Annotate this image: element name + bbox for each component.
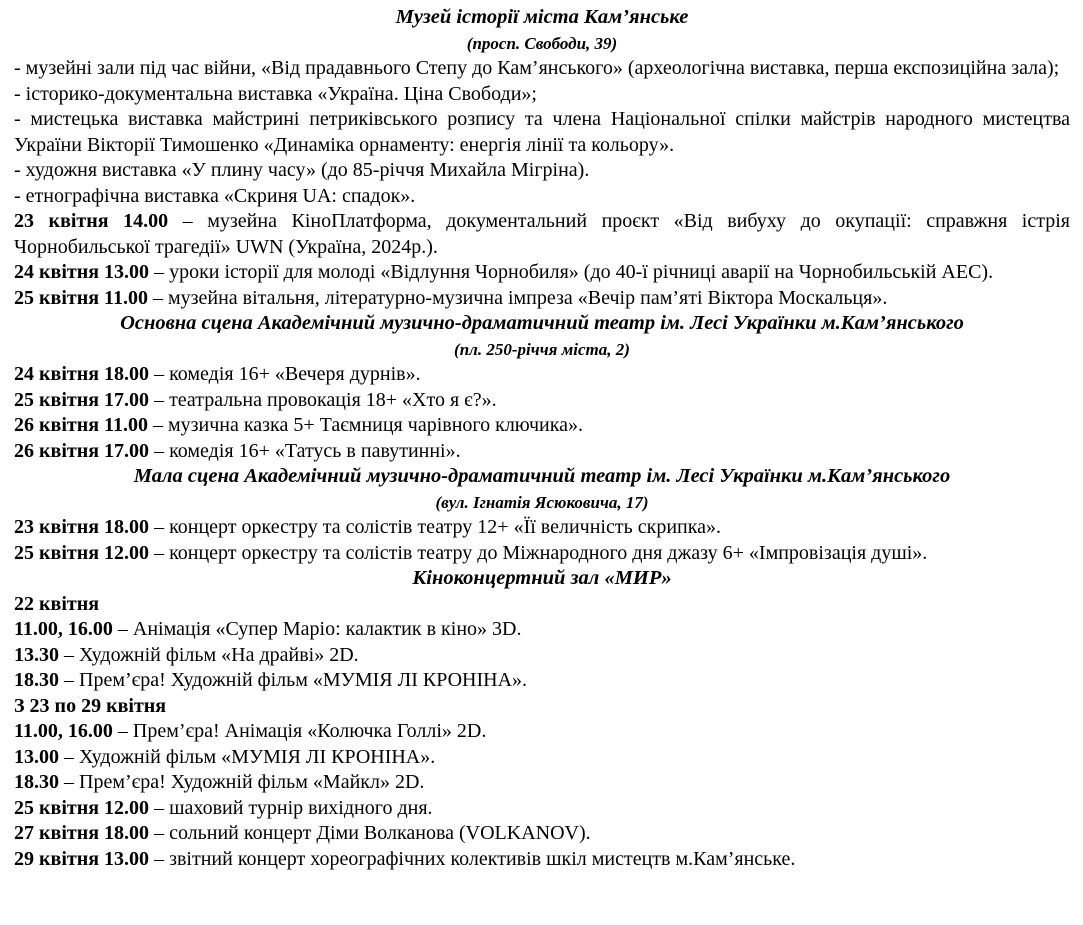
event-description: – комедія 16+ «Татусь в павутинні». [149, 439, 461, 462]
event-datetime: 24 квітня 13.00 [14, 261, 150, 283]
event-description: – звітний концерт хореографічних колективів шкіл мистецтв м.Кам’янське. [149, 847, 796, 870]
event-description: – Прем’єра! Художній фільм «Майкл» 2D. [59, 771, 425, 793]
event-datetime: 25 квітня 11.00 [14, 286, 148, 309]
event-datetime: 27 квітня 18.00 [14, 822, 150, 844]
date-heading: З 23 по 29 квітня [14, 694, 167, 717]
event-line [14, 439, 1070, 465]
venue-heading: Мала сцена Академічний музично-драматичний театр ім. Лесі Українки м.Кам’янського [133, 465, 951, 487]
venue-address: (пл. 250-річчя міста, 2) [454, 339, 630, 359]
event-line [14, 413, 1070, 439]
venue-heading: Основна сцена Академічний музично-драматичний театр ім. Лесі Українки м.Кам’янського [120, 312, 964, 334]
event-datetime: 11.00, 16.00 [14, 618, 113, 640]
event-description: – Прем’єра! Художній фільм «МУМІЯ ЛІ КРОНІНА». [59, 669, 528, 691]
event-description: – уроки історії для молоді «Відлуння Чорнобиля» (до 40-ї річниці аварії на Чорнобильській АЕС). [149, 261, 994, 283]
event-description: – концерт оркестру та солістів театру до Міжнародного дня джазу 6+ «Імпровізація душі». [149, 541, 928, 564]
event-datetime: 26 квітня 11.00 [14, 414, 148, 436]
event-datetime: 13.00 [14, 745, 59, 768]
event-datetime: 25 квітня 17.00 [14, 388, 150, 411]
event-datetime: 23 квітня 18.00 [14, 516, 150, 538]
event-datetime: 26 квітня 17.00 [14, 439, 150, 462]
event-line [14, 821, 1070, 847]
event-description: – сольний концерт Діми Волканова (VOLKANOV). [149, 822, 591, 844]
event-description: – концерт оркестру та солістів театру 12+ «Її величність скрипка». [149, 516, 722, 538]
venue-heading: Кіноконцертний зал «МИР» [412, 567, 672, 589]
event-description: – шаховий турнір вихідного дня. [149, 796, 433, 819]
venue-heading: Музей історії міста Кам’янське [395, 6, 689, 28]
event-description: – комедія 16+ «Вечеря дурнів». [149, 363, 421, 385]
event-datetime: 25 квітня 12.00 [14, 796, 150, 819]
event-datetime: 29 квітня 13.00 [14, 847, 150, 870]
event-line [14, 541, 1070, 567]
event-line [14, 668, 1070, 694]
event-datetime: 25 квітня 12.00 [14, 541, 150, 564]
event-description: – музейна КіноПлатформа, документальний проєкт «Від вибуху до окупації: справжня істрія Чорнобильської трагедії» UWN (Україна, 2024р.). [14, 210, 1070, 258]
event-line [14, 209, 1070, 260]
exhibit-item: - історико-документальна виставка «Україна. Ціна Свободи»; [14, 82, 537, 105]
event-line [14, 515, 1070, 541]
event-description: – Анімація «Супер Маріо: калактик в кіно» 3D. [112, 618, 522, 640]
event-line [14, 617, 1070, 643]
exhibit-item: - художня виставка «У плину часу» (до 85-річчя Михайла Мігріна). [14, 159, 590, 181]
event-datetime: 18.30 [14, 669, 59, 691]
event-line [14, 719, 1070, 745]
venue-address: (просп. Свободи, 39) [466, 33, 618, 53]
event-description: – музейна вітальня, літературно-музична імпреза «Вечір пам’яті Віктора Москальця». [147, 286, 888, 309]
event-datetime: 24 квітня 18.00 [14, 363, 150, 385]
date-heading: 22 квітня [14, 592, 100, 615]
event-description: – Художній фільм «На драйві» 2D. [59, 643, 359, 666]
event-line [14, 388, 1070, 414]
event-description: – Художній фільм «МУМІЯ ЛІ КРОНІНА». [59, 745, 436, 768]
event-description: – Прем’єра! Анімація «Колючка Голлі» 2D. [112, 720, 487, 742]
event-datetime: 23 квітня 14.00 [14, 210, 169, 232]
document-body [14, 5, 1070, 872]
event-line [14, 847, 1070, 873]
event-line [14, 770, 1070, 796]
event-datetime: 13.30 [14, 643, 59, 666]
event-datetime: 18.30 [14, 771, 59, 793]
event-description: – музична казка 5+ Таємниця чарівного ключика». [147, 414, 584, 436]
event-line [14, 362, 1070, 388]
event-datetime: 11.00, 16.00 [14, 720, 113, 742]
event-line [14, 745, 1070, 771]
exhibit-item: - мистецька виставка майстрині петриківського розпису та члена Національної спілки майстрів народного мистецтва України Вікторії Тимошенко «Динаміка орнаменту: енергія лінії та кольору». [14, 108, 1070, 156]
event-description: – театральна провокація 18+ «Хто я є?». [149, 388, 497, 411]
event-line [14, 260, 1070, 286]
event-line [14, 643, 1070, 669]
event-line [14, 286, 1070, 312]
exhibit-item: - музейні зали під час війни, «Від прадавнього Степу до Кам’янського» (археологічна виставка, перша експозиційна зала); [14, 57, 1060, 79]
venue-address: (вул. Ігнатія Ясюковича, 17) [435, 492, 649, 512]
exhibit-item: - етнографічна виставка «Скриня UA: спадок». [14, 184, 416, 207]
event-line [14, 796, 1070, 822]
